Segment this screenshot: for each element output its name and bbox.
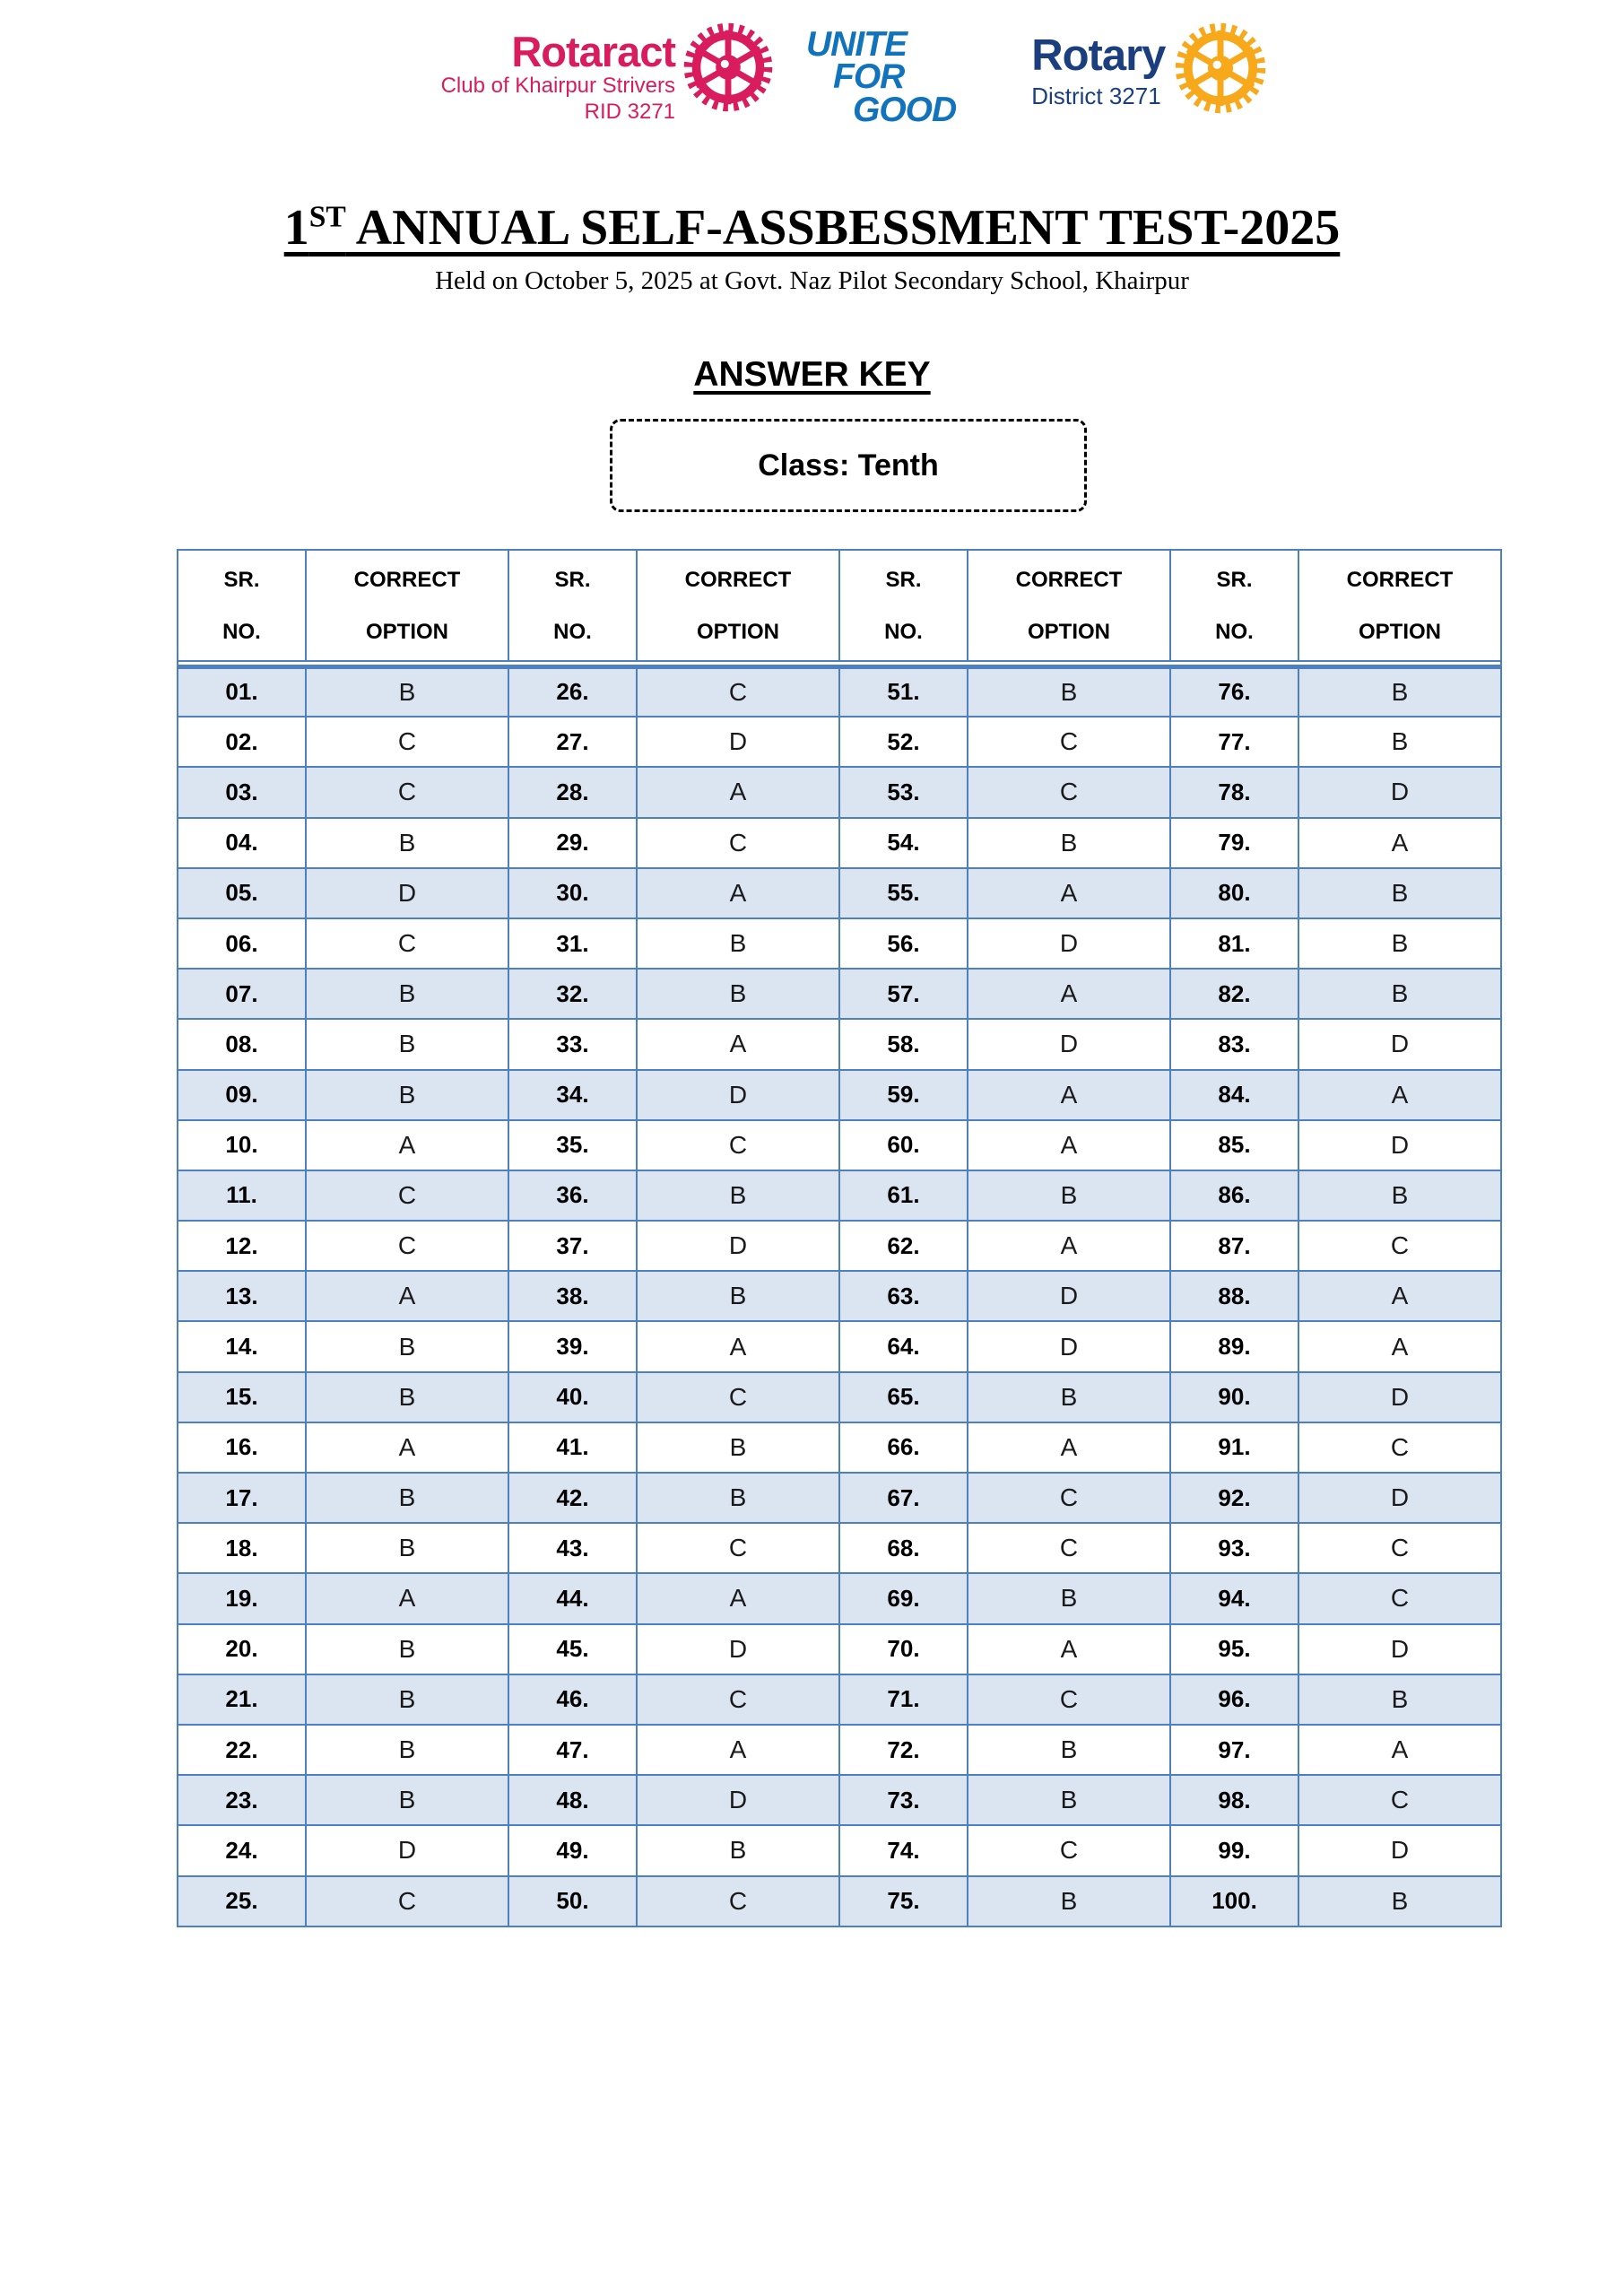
answer-cell: D [306, 1825, 508, 1875]
sr-cell: 54. [839, 818, 968, 868]
answer-cell: B [968, 1775, 1170, 1825]
answer-cell: B [637, 1825, 839, 1875]
table-row [178, 1725, 1501, 1775]
answer-cell: C [306, 1170, 508, 1221]
answer-cell: B [306, 818, 508, 868]
sr-cell: 21. [178, 1674, 306, 1725]
sr-cell: 35. [508, 1120, 637, 1170]
sr-cell: 97. [1170, 1725, 1298, 1775]
rotaract-wordmark: Rotaract [511, 28, 676, 75]
answer-cell: B [306, 1725, 508, 1775]
answer-cell: C [968, 1674, 1170, 1725]
sr-cell: 36. [508, 1170, 637, 1221]
table-row [178, 1221, 1501, 1271]
answer-cell: A [968, 868, 1170, 918]
answer-cell: B [637, 1422, 839, 1473]
sr-cell: 44. [508, 1573, 637, 1623]
answer-cell: C [306, 767, 508, 817]
answer-cell: B [306, 969, 508, 1019]
sr-cell: 66. [839, 1422, 968, 1473]
sr-cell: 26. [508, 666, 637, 717]
sr-cell: 46. [508, 1674, 637, 1725]
sr-cell: 53. [839, 767, 968, 817]
answer-cell: D [306, 868, 508, 918]
answer-cell: B [306, 1473, 508, 1523]
answer-cell: C [637, 666, 839, 717]
answer-cell: C [1298, 1775, 1501, 1825]
sr-cell: 38. [508, 1271, 637, 1321]
answer-cell: B [306, 1321, 508, 1371]
sr-cell: 03. [178, 767, 306, 817]
table-header-row [178, 550, 1501, 661]
unite-line-2: FOR [833, 57, 905, 97]
correct-option-header [968, 550, 1170, 661]
sr-cell: 16. [178, 1422, 306, 1473]
sr-cell: 95. [1170, 1624, 1298, 1674]
table-row [178, 1674, 1501, 1725]
header-line: CORRECT [353, 568, 461, 592]
sr-cell: 37. [508, 1221, 637, 1271]
answer-cell: B [637, 918, 839, 969]
sr-cell: 27. [508, 717, 637, 767]
sr-cell: 89. [1170, 1321, 1298, 1371]
header-line: NO. [1215, 620, 1254, 645]
sr-cell: 92. [1170, 1473, 1298, 1523]
sr-cell: 05. [178, 868, 306, 918]
header-line: OPTION [1358, 620, 1441, 645]
rotaract-wheel-icon [681, 20, 776, 115]
answer-cell: B [1298, 1674, 1501, 1725]
title-number: 1 [283, 200, 309, 256]
table-row [178, 969, 1501, 1019]
answer-cell: B [1298, 1170, 1501, 1221]
sr-cell: 100. [1170, 1876, 1298, 1926]
sr-cell: 82. [1170, 969, 1298, 1019]
answer-cell: B [306, 1523, 508, 1573]
answer-cell: A [637, 767, 839, 817]
sr-cell: 42. [508, 1473, 637, 1523]
sr-cell: 67. [839, 1473, 968, 1523]
sr-cell: 22. [178, 1725, 306, 1775]
sr-cell: 88. [1170, 1271, 1298, 1321]
class-box [610, 419, 1087, 512]
sr-cell: 52. [839, 717, 968, 767]
answer-cell: B [1298, 868, 1501, 918]
header-line: SR. [1216, 568, 1253, 592]
table-row [178, 1170, 1501, 1221]
sr-cell: 56. [839, 918, 968, 969]
header-line: CORRECT [1346, 568, 1454, 592]
sr-cell: 25. [178, 1876, 306, 1926]
answer-cell: C [1298, 1573, 1501, 1623]
rotary-logo [1031, 20, 1269, 117]
sr-cell: 41. [508, 1422, 637, 1473]
answer-cell: A [306, 1271, 508, 1321]
sr-cell: 04. [178, 818, 306, 868]
table-row [178, 1876, 1501, 1926]
answer-cell: B [306, 1624, 508, 1674]
answer-cell: D [637, 1070, 839, 1120]
answer-cell: C [1298, 1422, 1501, 1473]
answer-cell: B [968, 1372, 1170, 1422]
sr-cell: 11. [178, 1170, 306, 1221]
rotary-text-block [1031, 31, 1166, 110]
sr-cell: 31. [508, 918, 637, 969]
answer-cell: C [1298, 1221, 1501, 1271]
sr-cell: 19. [178, 1573, 306, 1623]
class-label: Class: Tenth [758, 448, 939, 483]
header-line: SR. [885, 568, 922, 592]
sr-cell: 86. [1170, 1170, 1298, 1221]
correct-option-header [306, 550, 508, 661]
answer-cell: A [1298, 1321, 1501, 1371]
sr-cell: 23. [178, 1775, 306, 1825]
sr-cell: 77. [1170, 717, 1298, 767]
sr-cell: 74. [839, 1825, 968, 1875]
answer-cell: A [637, 1725, 839, 1775]
correct-option-header [637, 550, 839, 661]
answer-cell: B [637, 969, 839, 1019]
sr-cell: 43. [508, 1523, 637, 1573]
answer-cell: D [637, 1775, 839, 1825]
answer-cell: D [1298, 767, 1501, 817]
answer-cell: D [1298, 1372, 1501, 1422]
sr-cell: 68. [839, 1523, 968, 1573]
header-line: NO. [884, 620, 923, 645]
subtitle: Held on October 5, 2025 at Govt. Naz Pilot Secondary School, Khairpur [435, 266, 1189, 295]
sr-cell: 76. [1170, 666, 1298, 717]
answer-cell: A [968, 1624, 1170, 1674]
table-row [178, 1321, 1501, 1371]
rotaract-club-line: Club of Khairpur Strivers [440, 74, 676, 98]
sr-cell: 90. [1170, 1372, 1298, 1422]
answer-cell: A [968, 1120, 1170, 1170]
answer-cell: D [1298, 1825, 1501, 1875]
logo-header [43, 20, 1624, 129]
answer-cell: C [968, 767, 1170, 817]
sr-cell: 61. [839, 1170, 968, 1221]
table-row [178, 818, 1501, 868]
header-line: SR. [223, 568, 260, 592]
sr-cell: 85. [1170, 1120, 1298, 1170]
answer-cell: D [968, 918, 1170, 969]
table-row [178, 1825, 1501, 1875]
rotary-wheel-icon [1172, 20, 1269, 117]
sr-cell: 40. [508, 1372, 637, 1422]
answer-cell: D [637, 1624, 839, 1674]
table-row [178, 1070, 1501, 1120]
sr-cell: 45. [508, 1624, 637, 1674]
answer-cell: B [968, 1573, 1170, 1623]
sr-cell: 80. [1170, 868, 1298, 918]
table-row [178, 1523, 1501, 1573]
table-row [178, 1271, 1501, 1321]
sr-cell: 02. [178, 717, 306, 767]
table-row [178, 1422, 1501, 1473]
answer-table [177, 549, 1502, 1927]
sr-cell: 34. [508, 1070, 637, 1120]
table-row [178, 1624, 1501, 1674]
sr-cell: 79. [1170, 818, 1298, 868]
answer-cell: C [306, 717, 508, 767]
answer-cell: A [637, 1321, 839, 1371]
answer-cell: A [968, 1221, 1170, 1271]
sr-cell: 39. [508, 1321, 637, 1371]
sr-cell: 84. [1170, 1070, 1298, 1120]
answer-cell: A [306, 1120, 508, 1170]
table-row [178, 1372, 1501, 1422]
sr-cell: 72. [839, 1725, 968, 1775]
answer-cell: A [968, 969, 1170, 1019]
table-row [178, 1473, 1501, 1523]
header-line: OPTION [696, 620, 779, 645]
table-row [178, 1019, 1501, 1069]
table-row [178, 767, 1501, 817]
sr-cell: 75. [839, 1876, 968, 1926]
header-line: SR. [554, 568, 591, 592]
answer-cell: D [968, 1019, 1170, 1069]
sr-cell: 30. [508, 868, 637, 918]
sr-cell: 01. [178, 666, 306, 717]
sr-cell: 14. [178, 1321, 306, 1371]
answer-cell: C [637, 1523, 839, 1573]
unite-line-3: GOOD [853, 90, 957, 129]
sr-cell: 64. [839, 1321, 968, 1371]
sr-cell: 50. [508, 1876, 637, 1926]
sr-cell: 62. [839, 1221, 968, 1271]
table-row [178, 868, 1501, 918]
sr-cell: 51. [839, 666, 968, 717]
sr-cell: 20. [178, 1624, 306, 1674]
sr-no-header [178, 550, 306, 661]
correct-option-header [1298, 550, 1501, 661]
sr-cell: 32. [508, 969, 637, 1019]
answer-cell: B [306, 1070, 508, 1120]
sr-no-header [508, 550, 637, 661]
table-row [178, 666, 1501, 717]
answer-cell: C [968, 1473, 1170, 1523]
sr-cell: 78. [1170, 767, 1298, 817]
sr-cell: 12. [178, 1221, 306, 1271]
answer-cell: B [1298, 717, 1501, 767]
sr-cell: 17. [178, 1473, 306, 1523]
sr-cell: 57. [839, 969, 968, 1019]
answer-cell: A [1298, 1725, 1501, 1775]
answer-cell: D [637, 1221, 839, 1271]
header-line: CORRECT [684, 568, 792, 592]
sr-cell: 49. [508, 1825, 637, 1875]
answer-cell: B [968, 1725, 1170, 1775]
sr-cell: 47. [508, 1725, 637, 1775]
header-line: NO. [553, 620, 592, 645]
sr-cell: 55. [839, 868, 968, 918]
sr-cell: 15. [178, 1372, 306, 1422]
answer-cell: C [306, 918, 508, 969]
sr-cell: 33. [508, 1019, 637, 1069]
answer-cell: B [306, 666, 508, 717]
answer-cell: D [1298, 1624, 1501, 1674]
answer-cell: C [968, 717, 1170, 767]
sr-cell: 63. [839, 1271, 968, 1321]
header-line: OPTION [1027, 620, 1110, 645]
title-text: ANNUAL SELF-ASSBESSMENT TEST-2025 [345, 200, 1341, 256]
table-row [178, 717, 1501, 767]
sr-cell: 71. [839, 1674, 968, 1725]
answer-cell: B [637, 1170, 839, 1221]
sr-cell: 73. [839, 1775, 968, 1825]
sr-cell: 98. [1170, 1775, 1298, 1825]
answer-cell: A [1298, 1271, 1501, 1321]
sr-cell: 93. [1170, 1523, 1298, 1573]
answer-cell: D [1298, 1120, 1501, 1170]
sr-cell: 13. [178, 1271, 306, 1321]
answer-cell: C [637, 1372, 839, 1422]
answer-cell: D [968, 1271, 1170, 1321]
sr-cell: 24. [178, 1825, 306, 1875]
answer-cell: A [1298, 1070, 1501, 1120]
answer-cell: B [306, 1019, 508, 1069]
header-line: NO. [222, 620, 261, 645]
answer-cell: B [968, 1876, 1170, 1926]
sr-cell: 81. [1170, 918, 1298, 969]
answer-cell: C [968, 1825, 1170, 1875]
sr-no-header [1170, 550, 1298, 661]
answer-cell: B [968, 666, 1170, 717]
sr-cell: 70. [839, 1624, 968, 1674]
answer-cell: B [968, 1170, 1170, 1221]
answer-cell: C [1298, 1523, 1501, 1573]
sr-cell: 10. [178, 1120, 306, 1170]
answer-cell: D [968, 1321, 1170, 1371]
header-line: OPTION [365, 620, 448, 645]
rotaract-text-block [441, 30, 675, 126]
sr-cell: 65. [839, 1372, 968, 1422]
answer-cell: B [1298, 1876, 1501, 1926]
answer-cell: A [637, 1573, 839, 1623]
sr-cell: 58. [839, 1019, 968, 1069]
header-line: CORRECT [1015, 568, 1123, 592]
answer-cell: B [637, 1473, 839, 1523]
sr-cell: 69. [839, 1573, 968, 1623]
unite-for-good-logo [806, 25, 957, 129]
answer-cell: B [1298, 969, 1501, 1019]
sr-cell: 94. [1170, 1573, 1298, 1623]
answer-cell: B [637, 1271, 839, 1321]
sr-cell: 18. [178, 1523, 306, 1573]
sr-cell: 48. [508, 1775, 637, 1825]
sr-cell: 06. [178, 918, 306, 969]
rotaract-rid-line: RID 3271 [584, 100, 676, 125]
table-row [178, 1120, 1501, 1170]
answer-cell: B [306, 1775, 508, 1825]
answer-cell: C [968, 1523, 1170, 1573]
table-row [178, 1573, 1501, 1623]
answer-cell: B [306, 1372, 508, 1422]
rotaract-logo [441, 20, 776, 126]
answer-cell: A [637, 1019, 839, 1069]
answer-cell: D [1298, 1019, 1501, 1069]
sr-cell: 07. [178, 969, 306, 1019]
answer-cell: B [306, 1674, 508, 1725]
sr-cell: 60. [839, 1120, 968, 1170]
answer-cell: A [1298, 818, 1501, 868]
table-row [178, 1775, 1501, 1825]
answer-cell: B [1298, 666, 1501, 717]
answer-cell: C [637, 818, 839, 868]
answer-cell: D [1298, 1473, 1501, 1523]
answer-cell: B [1298, 918, 1501, 969]
answer-cell: A [306, 1573, 508, 1623]
rotary-wordmark: Rotary [1031, 31, 1166, 80]
sr-cell: 91. [1170, 1422, 1298, 1473]
sr-cell: 08. [178, 1019, 306, 1069]
unite-line-1: UNITE [806, 25, 908, 64]
sr-cell: 87. [1170, 1221, 1298, 1271]
answer-cell: C [637, 1876, 839, 1926]
sr-cell: 99. [1170, 1825, 1298, 1875]
answer-cell: B [968, 818, 1170, 868]
answer-cell: A [968, 1070, 1170, 1120]
sr-cell: 59. [839, 1070, 968, 1120]
sr-no-header [839, 550, 968, 661]
title-ordinal-suffix: ST [308, 200, 346, 234]
answer-cell: C [637, 1674, 839, 1725]
sr-cell: 28. [508, 767, 637, 817]
answer-cell: D [637, 717, 839, 767]
answer-key-heading: ANSWER KEY [693, 355, 931, 394]
sr-cell: 83. [1170, 1019, 1298, 1069]
sr-cell: 09. [178, 1070, 306, 1120]
sr-cell: 29. [508, 818, 637, 868]
rotary-district-line: District 3271 [1031, 83, 1161, 109]
answer-cell: A [637, 868, 839, 918]
sr-cell: 96. [1170, 1674, 1298, 1725]
answer-cell: C [637, 1120, 839, 1170]
answer-cell: A [968, 1422, 1170, 1473]
answer-cell: C [306, 1221, 508, 1271]
answer-cell: C [306, 1876, 508, 1926]
table-row [178, 918, 1501, 969]
answer-cell: A [306, 1422, 508, 1473]
page-title [0, 199, 1624, 257]
